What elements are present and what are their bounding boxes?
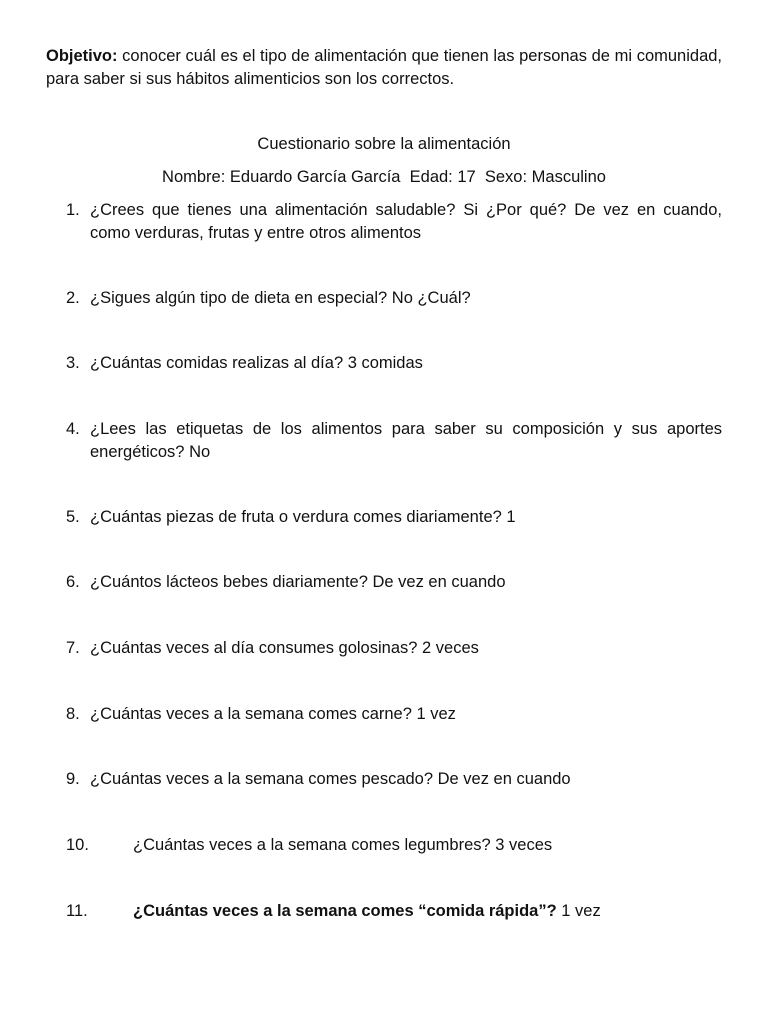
question-item bbox=[66, 352, 722, 375]
question-item bbox=[66, 703, 722, 726]
respondent-info: Nombre: Eduardo García García Edad: 17 Sexo: Masculino bbox=[162, 168, 606, 186]
objective-text: conocer cuál es el tipo de alimentación que tienen las personas de mi comunidad, para saber si sus hábitos alimenticios son los correctos. bbox=[46, 47, 722, 88]
question-item bbox=[66, 506, 722, 529]
question-text: ¿Cuántas veces a la semana comes legumbres? 3 veces bbox=[133, 836, 553, 854]
question-item bbox=[66, 900, 722, 923]
question-number: 10. bbox=[66, 836, 89, 854]
objective-label: Objetivo: bbox=[46, 47, 118, 65]
question-text: ¿Cuántas veces a la semana comes carne? 1 vez bbox=[90, 705, 456, 723]
question-text: ¿Crees que tienes una alimentación saludable? Si ¿Por qué? De vez en cuando, como verduras, frutas y entre otros alimentos bbox=[90, 201, 722, 242]
question-text: ¿Cuántas comidas realizas al día? 3 comidas bbox=[90, 354, 423, 372]
question-item bbox=[66, 834, 722, 857]
question-item bbox=[66, 637, 722, 660]
objective-paragraph bbox=[46, 45, 722, 91]
question-number: 6. bbox=[66, 573, 80, 591]
question-item bbox=[66, 199, 722, 245]
question-text: ¿Lees las etiquetas de los alimentos para saber su composición y sus aportes energéticos? No bbox=[90, 420, 722, 461]
question-number: 1. bbox=[66, 201, 80, 219]
question-item bbox=[66, 571, 722, 594]
question-number: 7. bbox=[66, 639, 80, 657]
question-text: ¿Cuántos lácteos bebes diariamente? De vez en cuando bbox=[90, 573, 506, 591]
question-number: 9. bbox=[66, 770, 80, 788]
question-text: ¿Cuántas veces al día consumes golosinas? 2 veces bbox=[90, 639, 479, 657]
question-number: 2. bbox=[66, 289, 80, 307]
question-number: 8. bbox=[66, 705, 80, 723]
question-number: 5. bbox=[66, 508, 80, 526]
question-item bbox=[66, 287, 722, 310]
question-item bbox=[66, 768, 722, 791]
question-text bbox=[133, 900, 722, 923]
question-text: ¿Cuántas veces a la semana comes pescado? De vez en cuando bbox=[90, 770, 571, 788]
question-number: 11. bbox=[66, 902, 88, 920]
question-answer-text: 1 vez bbox=[556, 902, 601, 920]
question-item bbox=[66, 418, 722, 464]
questionnaire-title: Cuestionario sobre la alimentación bbox=[257, 135, 511, 153]
question-text: ¿Sigues algún tipo de dieta en especial? No ¿Cuál? bbox=[90, 289, 471, 307]
question-bold-text: ¿Cuántas veces a la semana comes “comida rápida”? bbox=[133, 902, 557, 920]
question-text: ¿Cuántas piezas de fruta o verdura comes diariamente? 1 bbox=[90, 508, 516, 526]
question-number: 3. bbox=[66, 354, 80, 372]
question-number: 4. bbox=[66, 420, 80, 438]
